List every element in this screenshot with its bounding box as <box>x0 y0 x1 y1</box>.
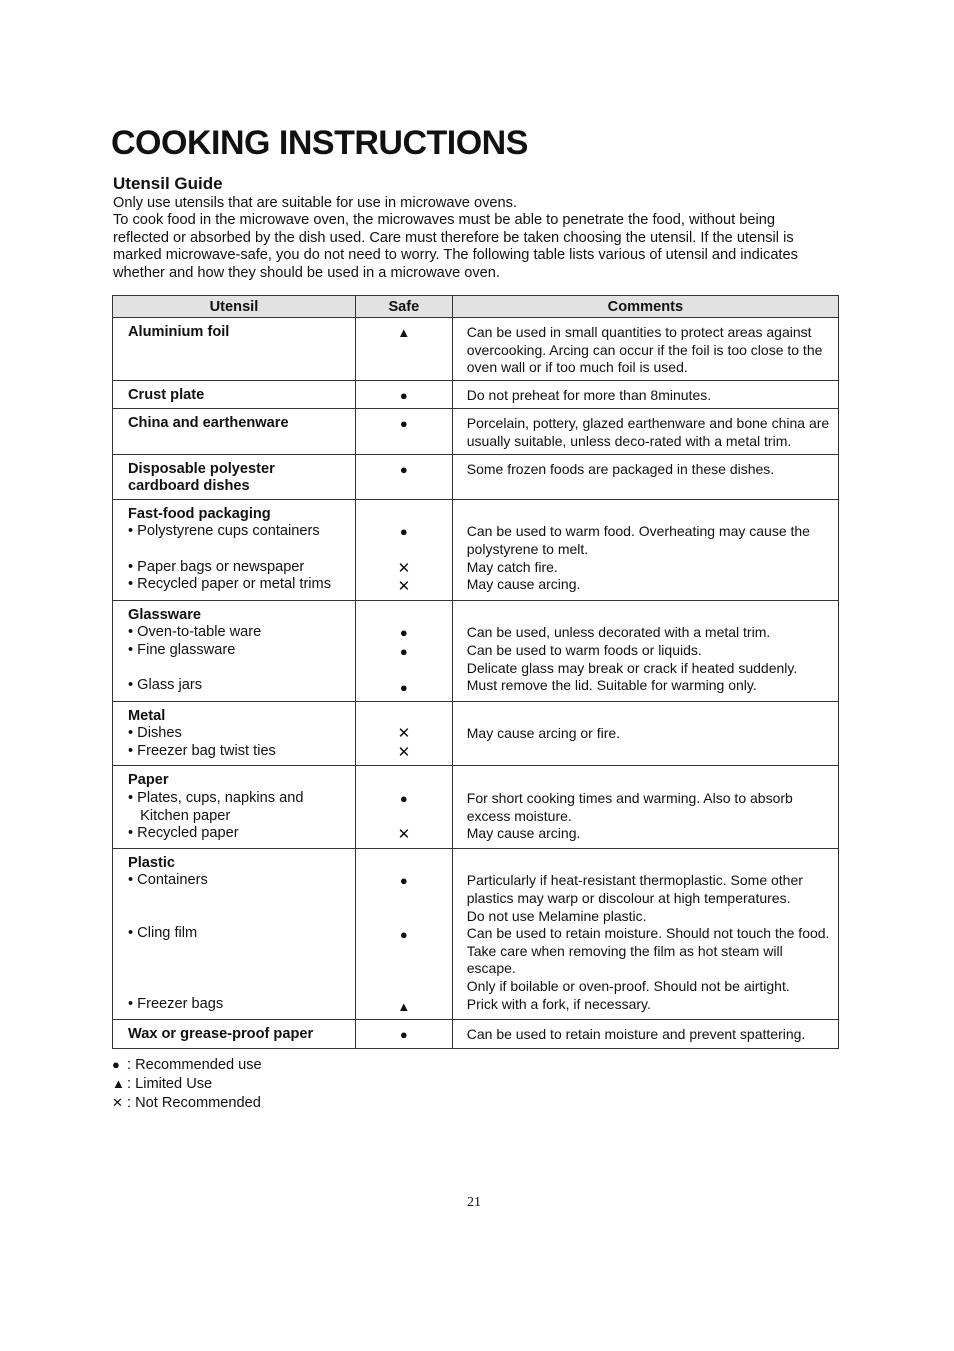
table-row <box>113 701 839 766</box>
safe-cell <box>355 409 452 454</box>
comments-cell <box>452 409 838 454</box>
table-row <box>113 454 839 499</box>
utensil-item: • Freezer bag twist ties <box>128 742 276 759</box>
safe-line <box>356 998 452 1017</box>
utensil-cell <box>113 318 356 381</box>
safe-line <box>356 980 452 998</box>
legend-label: : Not Recommended <box>127 1094 261 1111</box>
table-row <box>113 848 839 1019</box>
legend-item <box>112 1094 262 1113</box>
comment-text: Particularly if heat-resistant thermoplastic. Some other plastics may warp or discolour at high temperatures. <box>466 872 803 907</box>
safe-line <box>356 461 452 480</box>
comments-cell <box>452 701 838 766</box>
utensil-cell <box>113 600 356 701</box>
safe-line <box>356 578 452 597</box>
recommended-dot-icon: ● <box>112 1057 120 1072</box>
comments-cell <box>452 318 838 381</box>
comment-text: Must remove the lid. Suitable for warming only. <box>466 677 757 694</box>
safe-line <box>356 809 452 827</box>
comments-cell <box>452 1020 838 1049</box>
utensil-item: • Oven-to-table ware <box>128 624 262 641</box>
not-recommended-cross-icon: ✕ <box>397 578 411 596</box>
utensil-name: Fast-food packaging <box>128 505 271 522</box>
utensil-cell <box>113 499 356 600</box>
recommended-dot-icon: ● <box>399 461 408 477</box>
utensil-item <box>128 890 347 908</box>
utensil-name: Aluminium foil <box>128 324 230 340</box>
recommended-dot-icon: ● <box>399 873 408 889</box>
comments-cell <box>452 848 838 1019</box>
comments-cell <box>452 766 838 848</box>
recommended-dot-icon: ● <box>399 1027 408 1043</box>
safe-cell <box>355 701 452 766</box>
recommended-dot-icon: ● <box>399 625 408 641</box>
comment-text: May catch fire. <box>466 558 558 575</box>
intro-paragraph: To cook food in the microwave oven, the microwaves must be able to penetrate the food, without being reflected or absorbed by the dish used. Care must therefore be taken choosing the utensil. If the utensil is marked microwave-safe, you do not need to worry. The following table lists various of utensil and indicates whether and how they should be used in a microwave oven. <box>113 212 798 281</box>
utensil-cell <box>113 454 356 499</box>
utensil-item: • Plates, cups, napkins and <box>128 790 304 807</box>
page-title: COOKING INSTRUCTIONS <box>111 124 528 162</box>
legend-label: : Recommended use <box>127 1057 262 1073</box>
legend <box>112 1056 262 1112</box>
utensil-item <box>128 908 347 926</box>
utensil-item: • Containers <box>128 872 208 889</box>
table-row <box>113 318 839 381</box>
utensil-name: China and earthenware <box>128 415 289 432</box>
utensil-item <box>128 943 347 961</box>
comment-text: Do not use Melamine plastic. <box>466 907 647 924</box>
safe-line <box>356 415 452 434</box>
safe-line <box>356 708 452 726</box>
recommended-dot-icon: ● <box>399 524 408 540</box>
utensil-cell <box>113 409 356 454</box>
table-row <box>113 766 839 848</box>
comment-text: Take care when removing the film as hot steam will escape. <box>466 942 783 977</box>
column-header-utensil: Utensil <box>113 296 356 318</box>
utensil-item: • Recycled paper <box>128 825 239 842</box>
comment-text <box>467 607 832 625</box>
utensil-name: Glassware <box>128 606 202 623</box>
comment-text: Can be used to retain moisture and prevent spattering. <box>466 1026 806 1043</box>
page-number: 21 <box>467 1195 481 1210</box>
utensil-item: • Glass jars <box>128 677 203 694</box>
utensil-cell <box>113 380 356 409</box>
utensil-item: • Cling film <box>128 925 198 942</box>
utensil-item <box>128 541 347 559</box>
comment-text: Can be used to retain moisture. Should not touch the food. <box>466 925 830 942</box>
safe-cell <box>355 380 452 409</box>
safe-cell <box>355 600 452 701</box>
utensil-item: • Polystyrene cups containers <box>128 523 320 540</box>
safe-line <box>356 679 452 698</box>
safe-line <box>356 891 452 909</box>
utensil-cell <box>113 766 356 848</box>
utensil-item: • Recycled paper or metal trims <box>128 576 332 593</box>
utensil-item: • Fine glassware <box>128 641 236 658</box>
safe-cell <box>355 318 452 381</box>
section-heading: Utensil Guide <box>113 174 223 193</box>
limited-triangle-icon: ▲ <box>397 325 411 340</box>
safe-line <box>356 926 452 945</box>
comment-text: Prick with a fork, if necessary. <box>466 995 651 1012</box>
utensil-item: • Paper bags or newspaper <box>128 558 305 575</box>
not-recommended-cross-icon: ✕ <box>397 559 411 577</box>
table-row <box>113 1020 839 1049</box>
utensil-item: • Freezer bags <box>128 995 224 1012</box>
comment-text: Some frozen foods are packaged in these dishes. <box>466 460 775 477</box>
safe-cell <box>355 848 452 1019</box>
safe-cell <box>355 766 452 848</box>
not-recommended-cross-icon: ✕ <box>112 1094 123 1110</box>
comment-text: Only if boilable or oven-proof. Should not be airtight. <box>466 978 790 994</box>
utensil-cell <box>113 848 356 1019</box>
safe-line <box>356 1026 452 1045</box>
safe-line <box>356 506 452 524</box>
safe-line <box>356 909 452 927</box>
recommended-dot-icon: ● <box>399 643 408 659</box>
table-row <box>113 380 839 409</box>
intro-text <box>113 195 833 282</box>
comment-text <box>467 708 832 726</box>
utensil-name: Paper <box>128 772 169 789</box>
intro-paragraph: Only use utensils that are suitable for use in microwave ovens. <box>113 195 517 211</box>
safe-line <box>356 324 452 343</box>
comment-text: Can be used, unless decorated with a metal trim. <box>466 624 771 641</box>
column-header-comments: Comments <box>452 296 838 318</box>
safe-line <box>356 826 452 845</box>
utensil-name: Plastic <box>128 854 176 871</box>
table-row <box>113 600 839 701</box>
safe-line <box>356 945 452 963</box>
safe-line <box>356 560 452 579</box>
safe-line <box>356 387 452 406</box>
legend-item <box>112 1075 262 1094</box>
recommended-dot-icon: ● <box>399 927 408 943</box>
safe-line <box>356 790 452 809</box>
recommended-dot-icon: ● <box>399 416 408 432</box>
comment-text: Do not preheat for more than 8minutes. <box>466 386 712 403</box>
safe-line <box>356 643 452 662</box>
comments-cell <box>452 454 838 499</box>
safe-line <box>356 725 452 744</box>
not-recommended-cross-icon: ✕ <box>397 743 411 761</box>
safe-line <box>356 962 452 980</box>
utensil-item <box>128 978 347 996</box>
comment-text <box>467 772 832 790</box>
safe-line <box>356 607 452 625</box>
utensil-table <box>112 295 839 1049</box>
comment-text: Delicate glass may break or crack if heated suddenly. <box>466 659 798 676</box>
safe-line <box>356 744 452 763</box>
table-row <box>113 409 839 454</box>
legend-label: : Limited Use <box>127 1075 213 1092</box>
comment-text: Can be used to warm foods or liquids. <box>466 641 702 658</box>
table-body <box>113 318 839 1049</box>
utensil-name: Crust plate <box>128 386 205 403</box>
legend-item <box>112 1056 262 1075</box>
utensil-name: cardboard dishes <box>128 478 250 495</box>
comment-text: May cause arcing or fire. <box>466 725 621 742</box>
column-header-safe: Safe <box>355 296 452 318</box>
utensil-name: Metal <box>128 707 166 724</box>
not-recommended-cross-icon: ✕ <box>397 725 411 743</box>
safe-line <box>356 624 452 643</box>
utensil-name: Wax or grease-proof paper <box>128 1026 314 1043</box>
utensil-cell <box>113 701 356 766</box>
utensil-name: Disposable polyester <box>128 460 275 477</box>
comments-cell <box>452 499 838 600</box>
not-recommended-cross-icon: ✕ <box>397 826 411 844</box>
utensil-item <box>128 960 347 978</box>
recommended-dot-icon: ● <box>399 680 408 696</box>
safe-line <box>356 662 452 680</box>
safe-cell <box>355 1020 452 1049</box>
safe-line <box>356 523 452 542</box>
comments-cell <box>452 600 838 701</box>
utensil-item: • Dishes <box>128 725 182 742</box>
comment-text: Porcelain, pottery, glazed earthenware and bone china are usually suitable, unless deco-rated with a metal trim. <box>466 415 830 449</box>
table-row <box>113 499 839 600</box>
limited-triangle-icon: ▲ <box>112 1075 125 1091</box>
safe-line <box>356 855 452 873</box>
utensil-cell <box>113 1020 356 1049</box>
recommended-dot-icon: ● <box>399 791 408 807</box>
comment-text: Can be used in small quantities to protect areas against overcooking. Arcing can occur if the foil is too close to the oven wall or if too much foil is used. <box>466 324 823 376</box>
comment-text: Can be used to warm food. Overheating may cause the polystyrene to melt. <box>466 523 810 557</box>
safe-cell <box>355 499 452 600</box>
limited-triangle-icon: ▲ <box>397 998 411 1014</box>
safe-cell <box>355 454 452 499</box>
comment-text: May cause arcing. <box>466 825 581 842</box>
comment-text: May cause arcing. <box>466 576 581 593</box>
recommended-dot-icon: ● <box>399 387 408 403</box>
table-header-row <box>113 296 839 318</box>
safe-line <box>356 542 452 560</box>
comment-text <box>467 506 832 524</box>
utensil-item <box>128 660 347 678</box>
comment-text <box>467 855 832 873</box>
safe-line <box>356 872 452 891</box>
comment-text: For short cooking times and warming. Also to absorb excess moisture. <box>466 790 793 824</box>
comments-cell <box>452 380 838 409</box>
safe-line <box>356 772 452 790</box>
utensil-item: Kitchen paper <box>128 807 231 824</box>
